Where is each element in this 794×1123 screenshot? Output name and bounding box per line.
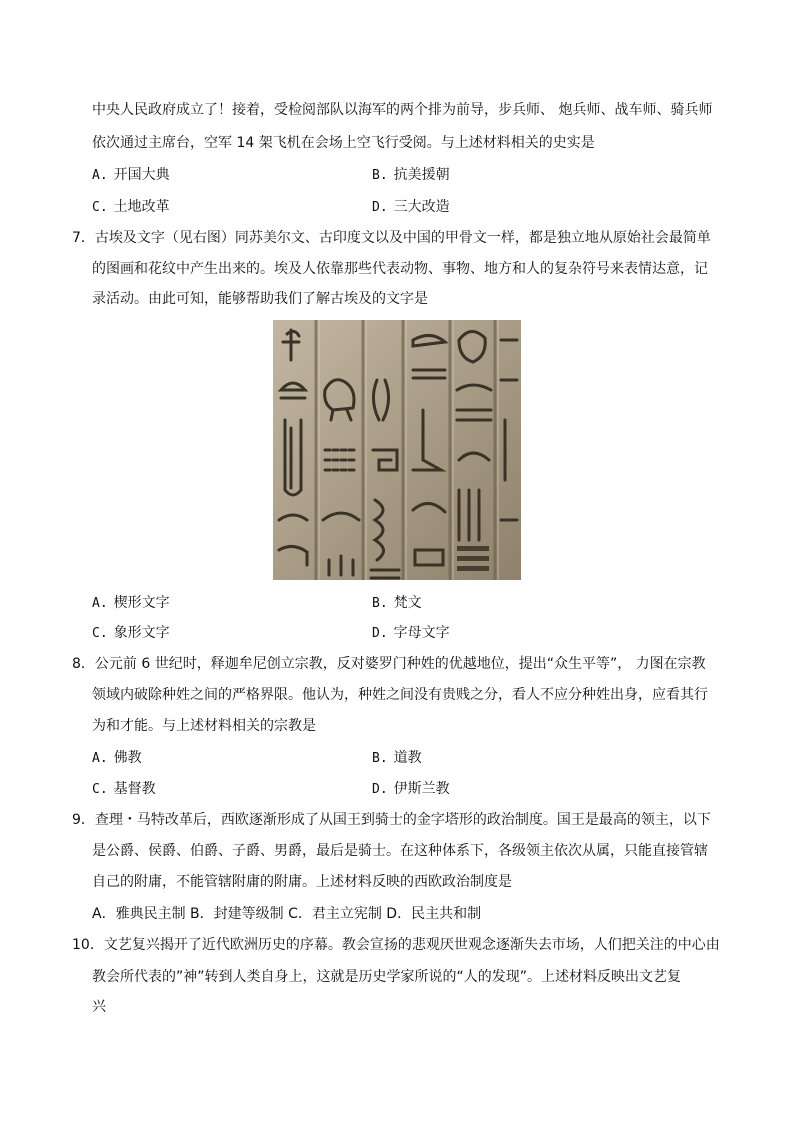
q7-line-3: 录活动。由此可知，能够帮助我们了解古埃及的文字是 — [92, 291, 428, 307]
q7-option-b[interactable]: B. 梵文 — [372, 595, 422, 611]
q8-line-1: 8．公元前 6 世纪时，释迦牟尼创立宗教，反对婆罗门种姓的优越地位，提出“众生平等”， 力图在宗教 — [72, 656, 706, 672]
q6-option-c[interactable]: C. 土地改革 — [92, 199, 170, 215]
q7-line-2: 的图画和花纹中产生出来的。埃及人依靠那些代表动物、事物、地方和人的复杂符号来表情达意，记 — [92, 261, 708, 277]
q7-option-c[interactable]: C. 象形文字 — [92, 625, 170, 641]
q6-option-d[interactable]: D. 三大改造 — [372, 199, 450, 215]
q7-option-d[interactable]: D. 字母文字 — [372, 625, 450, 641]
q7-option-a[interactable]: A. 楔形文字 — [92, 595, 170, 611]
q8-line-2: 领域内破除种姓之间的严格界限。他认为，种姓之间没有贵贱之分，看人不应分种姓出身，应看其行 — [92, 687, 708, 703]
q8-line-3: 为和才能。与上述材料相关的宗教是 — [92, 718, 316, 734]
q9-line-2: 是公爵、侯爵、伯爵、子爵、男爵，最后是骑士。在这种体系下，各级领主依次从属，只能直接管辖 — [92, 843, 708, 859]
q8-option-a[interactable]: A. 佛教 — [92, 750, 142, 766]
q10-line-2: 教会所代表的”神”转到人类自身上，这就是历史学家所说的“人的发现”。上述材料反映出文艺复 — [92, 969, 682, 985]
q9-line-1: 9．查理・马特改革后，西欧逐渐形成了从国王到骑士的金字塔形的政治制度。国王是最高的领主，以下 — [72, 812, 711, 828]
q8-option-c[interactable]: C. 基督教 — [92, 781, 156, 797]
q9-options-line[interactable]: A．雅典民主制 B．封建等级制 C．君主立宪制 D．民主共和制 — [92, 906, 482, 922]
q8-option-d[interactable]: D. 伊斯兰教 — [372, 781, 450, 797]
q8-option-b[interactable]: B. 道教 — [372, 750, 422, 766]
q9-line-3: 自己的附庸，不能管辖附庸的附庸。上述材料反映的西欧政治制度是 — [92, 874, 512, 890]
hieroglyph-image — [273, 320, 521, 580]
q6-option-b[interactable]: B. 抗美援朝 — [372, 167, 450, 183]
q10-line-1: 10．文艺复兴揭开了近代欧洲历史的序幕。教会宣扬的悲观厌世观念逐渐失去市场，人们把关注的中心由 — [72, 937, 720, 953]
q6-option-a[interactable]: A. 开国大典 — [92, 167, 170, 183]
q6-line-2: 依次通过主席台，空军 14 架飞机在会场上空飞行受阅。与上述材料相关的史实是 — [92, 135, 595, 151]
q10-line-3: 兴 — [92, 999, 106, 1015]
q7-line-1: 7．古埃及文字（见右图）同苏美尔文、古印度文以及中国的甲骨文一样，都是独立地从原始社会最简单 — [72, 230, 711, 246]
hieroglyph-stone-illustration — [273, 320, 521, 580]
q6-line-1: 中央人民政府成立了！接着，受检阅部队以海军的两个排为前导，步兵师、 炮兵师、战车师、骑兵师 — [92, 102, 713, 118]
